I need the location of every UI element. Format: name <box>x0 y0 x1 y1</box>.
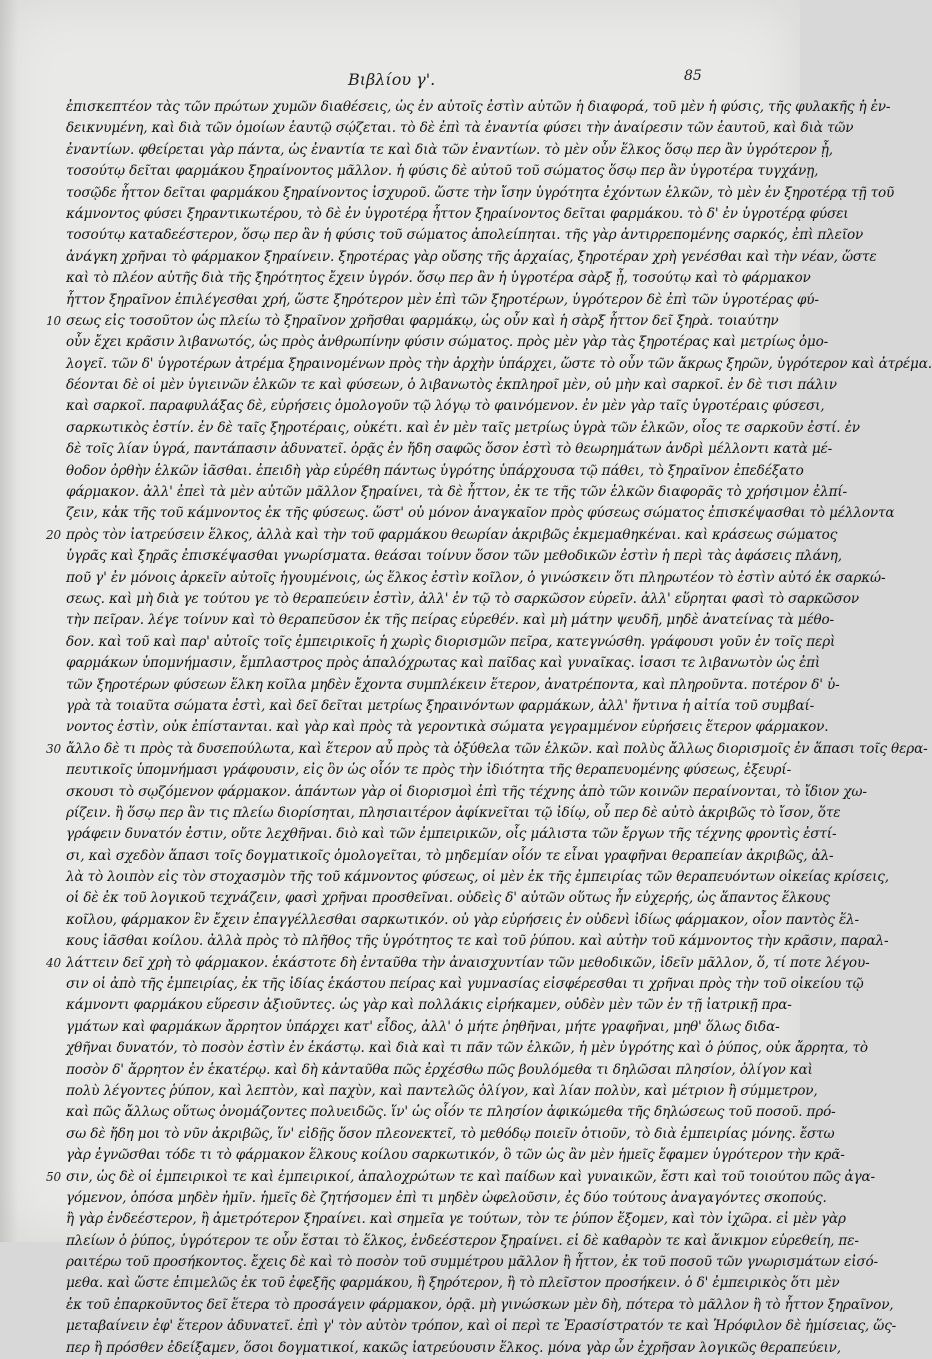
text-line: καὶ πῶς ἄλλως οὕτως ὀνομάζοντες πολυειδῶς. ἵν' ὡς οἷόν τε πλησίον ἀφικώμεθα τῆς δηλώσεως τοῦ ποσοῦ. πρό- <box>66 1104 836 1121</box>
text-line: ἐναντίων. φθείρεται γὰρ πάντα, ὡς ἐναντία τε καὶ διὰ τῶν ἐναντίων. τὸ μὲν οὖν ἕλκος ὅσῳ περ ἂν ὑγρότερον ᾖ, <box>66 141 833 158</box>
text-line: ἧττον ξηραῖνον ἐπιλέγεσθαι χρή, ὥστε ξηρότερον μὲν ἐπὶ τῶν ξηροτέρων, ὑγρότερον δὲ ἐπὶ τῶν ὑγροτέρας φύ- <box>66 291 819 308</box>
text-line: πρὸς τὸν ἰατρεύσειν ἕλκος, ἀλλὰ καὶ τὴν τοῦ φαρμάκου θεωρίαν ἀκριβῶς ἐκμεμαθηκέναι. καὶ κράσεως σώματος 20 <box>66 525 688 546</box>
text-line: κους ἰᾶσθαι κοίλου. ἀλλὰ πρὸς τὸ πλῆθος τῆς ὑγρότητος τε καὶ τοῦ ῥύπου. καὶ αὐτὴν τοῦ κάμνοντος τὴν κρᾶσιν, παραλ- <box>66 933 889 950</box>
text-line: σιν οἱ ἀπὸ τῆς ἐμπειρίας, ἐκ τῆς ἰδίας ἑκάστου πείρας καὶ γυμνασίας εἰσφέρεσθαι τι χρῆναι πρὸς τὴν τοῦ οἰκείου τῷ <box>66 976 864 993</box>
text-line: σκουσι τὸ σῳζόμενον φάρμακον. ἁπάντων γὰρ οἱ διορισμοὶ ἐπὶ τῆς τέχνης ἀπὸ τῶν κοινῶν περαίνονται, τὸ ἴδιον χω- <box>66 783 867 800</box>
text-line: καὶ τὸ πλέον αὐτῆς διὰ τῆς ξηρότητος ἔχειν ὑγρόν. ὅσῳ περ ἂν ἡ ὑγροτέρα σὰρξ ᾖ, τοσούτῳ καὶ τὸ φάρμακον <box>66 270 811 287</box>
text-line: πλείων ὁ ῥύπος, ὑγρότερον τε οὖν ἔσται τὸ ἕλκος, ἐνδεέστερον ξηραίνει. εἰ δὲ καθαρὸν τε καὶ ἄνικμον εὑρεθείη, πε- <box>66 1232 859 1249</box>
text-line: ἄλλο δὲ τι πρὸς τὰ δυσεπούλωτα, καὶ ἕτερον αὖ πρὸς τὰ ὀξύθελα τῶν ἑλκῶν. καὶ πολὺς ἄλλως διορισμοῖς ἐν ἅπασι τοῖς θερα- 30 <box>66 739 688 760</box>
text-line: ποῦ γ' ἐν μόνοις ἀρκεῖν αὐτοῖς ἡγουμένοις, ὡς ἕλκος ἐστὶν κοῖλον, ὁ γινώσκειν ὅτι πληρωτέον τὸ ἐστὶν αὐτό ἐκ σαρκώ- <box>66 569 886 586</box>
margin-line-number: 30 <box>46 741 61 756</box>
text-line: ἐκ τοῦ ἐπαρκοῦντος δεῖ ἕτερα τὸ προσάγειν φάρμακον, ὁρᾷ. μὴ γινώσκων μὲν δὴ, πότερα τὸ μᾶλλον ἢ τὸ ἧττον ξηραῖνον, <box>66 1296 894 1313</box>
text-line: τὴν πεῖραν. λέγε τοίνυν καὶ τὸ θεραπεῦσον ἐκ τῆς πείρας εὑρεθέν. καὶ μὴ μάτην ψευδῆ, μηδὲ ἀνατείνας τὰ μέθο- <box>66 612 835 629</box>
text-line: λογεῖ. τῶν δ' ὑγροτέρων ἀτρέμα ξηραινομένων πρὸς τὴν ἀρχὴν ὑπάρχει, ὥστε τὸ οὖν τῶν ἄκρως ξηρῶν, ὑγρότερον καὶ ἀτρέμα. <box>66 355 932 372</box>
text-line: ἢ γὰρ ἐνδεέστερον, ἢ ἀμετρότερον ξηραίνει. καὶ σημεῖα γε τούτων, τὸν τε ῥύπον ἕξομεν, καὶ τὸν ἰχῶρα. εἰ μὲν γὰρ <box>66 1211 846 1228</box>
text-line: ραιτέρω τοῦ προσήκοντος. ἔχεις δὲ καὶ τὸ ποσὸν τοῦ συμμέτρου μᾶλλον ἢ ἧττον, ἐκ τοῦ ποσοῦ τῶν γνωρισμάτων εἰσό- <box>66 1254 879 1271</box>
text-line: τοσούτῳ καταδεέστερον, ὅσῳ περ ἂν ἡ φύσις τοῦ σώματος ἀπολείπηται. τῆς γὰρ ἀντιρρεπομένης σαρκός, ἐπὶ πλεῖον <box>66 227 864 244</box>
margin-line-number: 10 <box>46 313 61 328</box>
text-line: θοδον ὀρθὴν ἑλκῶν ἰᾶσθαι. ἐπειδὴ γὰρ εὑρέθη πάντως ὑγρότης ὑπάρχουσα τῷ πάθει, τὸ ξηραῖνον ἐπεδέξατο <box>66 462 804 479</box>
text-line: γράφειν δυνατόν ἐστιν, οὔτε λεχθῆναι. διὸ καὶ τῶν ἐμπειρικῶν, οἷς μάλιστα τῶν ἔργων τῆς τέχνης φροντὶς ἐστί- <box>66 826 837 843</box>
text-line: σεως. καὶ μὴ διὰ γε τούτου γε τὸ θεραπεύειν ἐστὶν, ἀλλ' ἐν τῷ τὸ σαρκῶσον εὑρεῖν. ἀλλ' εὕρηται φασὶ τὸ σαρκῶσον <box>66 590 859 607</box>
text-line: πολὺ λέγοντες ῥύπον, καὶ λεπτὸν, καὶ παχὺν, καὶ παντελῶς ὀλίγον, καὶ λίαν πολὺν, καὶ μέτριον ἢ σύμμετρον, <box>66 1082 818 1099</box>
text-line: ρίζειν. ἢ ὅσῳ περ ἂν τις πλείω διορίσηται, πλησιαιτέρον ἀφίκνεῖται τῷ ἰδίῳ, οὗ περ δὲ αὐτὸ ἀκριβῶς τὸ ἴσον, ὅτε <box>66 804 841 821</box>
text-line: σαρκωτικὸς ἐστίν. ἐν δὲ ταῖς ξηροτέραις, οὐκέτι. καὶ ἐν μὲν ταῖς μετρίως ὑγρὰ τῶν ἑλκῶν, οἷος τε σαρκοῦν ἐστί. ἐν <box>66 419 860 436</box>
margin-line-number: 40 <box>46 955 61 970</box>
page-header <box>0 70 800 94</box>
page-edge-shadow <box>0 0 18 1242</box>
text-line: δέονται δὲ οἱ μὲν ὑγιεινῶν ἑλκῶν τε καὶ φύσεων, ὁ λιβανωτὸς ἐκπληροῖ μὲν, οὐ μὴν καὶ σαρκοῖ. ἐν δὲ τισι πάλιν <box>66 377 837 394</box>
text-line: ἐπισκεπτέον τὰς τῶν πρώτων χυμῶν διαθέσεις, ὡς ἐν αὐτοῖς ἐστὶν αὐτῶν ἡ διαφορά, τοῦ μὲν ἡ φύσις, τῆς φυλακῆς ἡ ἐν- <box>66 99 891 115</box>
text-line: σι, καὶ σχεδὸν ἅπασι τοῖς δογματικοῖς ὁμολογεῖται, τὸ μηδεμίαν οἷόν τε εἶναι γραφῆναι θεραπείαν ἀκριβῶς, ἀλ- <box>66 847 834 864</box>
text-line: χθῆναι δυνατόν, τὸ ποσὸν ἐστὶν ἐν ἑκάστῳ. καὶ διὰ καὶ τι πᾶν τῶν ἑλκῶν, ἡ μὲν ὑγρότης καὶ ὁ ῥύπος, οὐκ ἄρρητα, τὸ <box>66 1040 868 1057</box>
text-line: καὶ σαρκοῖ. παραφυλάξας δὲ, εὑρήσεις ὁμολογοῦν τῷ λόγῳ τὸ φαινόμενον. ἐν μὲν γὰρ ταῖς ὑγροτέραις φύσεσι, <box>66 398 825 415</box>
text-line: δεικνυμένη, καὶ διὰ τῶν ὁμοίων ἑαυτῷ σῴζεται. τὸ δὲ ἐπὶ τὰ ἐναντία φύσει τὴν ἀναίρεσιν τῶν ἑαυτοῦ, καὶ διὰ τῶν <box>66 120 854 137</box>
text-line: σω δὲ ἤδη μοι τὸ νῦν ἀκριβῶς, ἵν' εἰδῇς ὅσον πλεονεκτεῖ, τὸ μεθόδῳ ποιεῖν ὁτιοῦν, τὸ διὰ ἐμπειρίας μόνης. ἔστω <box>66 1125 835 1142</box>
main-text-block <box>46 97 932 1359</box>
text-line: φάρμακον. ἀλλ' ἐπεὶ τὰ μὲν αὐτῶν μᾶλλον ξηραίνει, τὰ δὲ ἧττον, ἐκ τε τῆς τῶν ἑλκῶν διαφορᾶς τὸ χρήσιμον ἐλπί- <box>66 484 847 501</box>
text-line: οὖν ἔχει κρᾶσιν λιβανωτός, ὡς πρὸς ἀνθρωπίνην φύσιν σώματος. πρὸς μὲν γὰρ τὰς ξηροτέρας καὶ μετρίως ὁμο- <box>66 334 829 351</box>
text-line: ἀνάγκη χρῆναι τὸ φάρμακον ξηραίνειν. ξηροτέρας γὰρ οὔσης τῆς ἀρχαίας, ξηροτέραν χρὴ γενέσθαι καὶ τὴν νέαν, ὥστε <box>66 248 877 265</box>
text-line: δὲ τοῖς λίαν ὑγρά, παντάπασιν ἀδυνατεῖ. ὁρᾷς ἐν ἤδη σαφῶς ὅσον ἐστὶ τὸ θεωρημάτων ἀνδρὶ μέλλοντι κατὰ μέ- <box>66 441 833 458</box>
running-title: Βιβλίου γ'. <box>348 70 436 89</box>
text-line: τοσῷδε ἧττον δεῖται φαρμάκου ξηραίνοντος ἰσχυροῦ. ὥστε τὴν ἴσην ὑγρότητα ἐχόντων ἑλκῶν, τὸ μὲν ἐν ξηροτέρᾳ τῇ τοῦ <box>66 184 895 201</box>
text-line: τῶν ξηροτέρων φύσεων ἕλκη κοῖλα μηδὲν ἔχοντα συμπλέκειν ἕτερον, ἀνατρέποντα, καὶ πληροῦντα. ποτέρον δ' ὑ- <box>66 676 840 693</box>
text-line: σιν, ὡς δὲ οἱ ἐμπειρικοὶ τε καὶ ἐμπειρικοί, ἀπαλοχρώτων τε καὶ παίδων καὶ γυναικῶν, ἔστι καὶ τοῦ τοιούτου πῶς ἀγα- 50 <box>66 1167 688 1188</box>
text-line: γρὰ τὰ τοιαῦτα σώματα ἐστὶ, καὶ δεῖ δεῖται μετρίως ξηραινόντων φαρμάκων, ἀλλ' ἥντινα ἡ αἰτία τοῦ συμβαί- <box>66 697 815 714</box>
text-line: κοῖλου, φάρμακον ἓν ἔχειν ἐπαγγέλλεσθαι σαρκωτικόν. οὐ γὰρ εὑρήσεις ἐν οὐδενὶ ἰδίως φάρμακον, οἷον παντὸς ἕλ- <box>66 911 859 928</box>
text-line: ποσὸν δ' ἄρρητον ἐν ἑκατέρῳ. καὶ δὴ κἀνταῦθα πῶς ἐρχέσθω πῶς βουλόμεθα τι δηλῶσαι πλησίον, ὀλίγον καὶ <box>66 1061 813 1078</box>
text-line: πευτικοῖς ὑπομνήμασι γράφουσιν, εἰς ὃν ὡς οἷόν τε πρὸς τὴν ἰδιότητα τῆς θεραπευομένης φύσεως, ἐξευρί- <box>66 762 792 779</box>
text-line: δον. καὶ τοῦ καὶ παρ' αὐτοῖς τοῖς ἐμπειρικοῖς ἡ χωρὶς διορισμῶν πεῖρα, κατεγνώσθη. γράφουσι γοῦν ἐν τοῖς περὶ <box>66 633 836 650</box>
text-line: νοντος ἐστὶν, οὐκ ἐπίστανται. καὶ γὰρ καὶ πρὸς τὰ γεροντικὰ σώματα γεγραμμένον εὑρήσεις ἕτερον φάρμακον. <box>66 719 829 736</box>
text-line: γὰρ ἐγνῶσθαι τόδε τι τὸ φάρμακον ἕλκους κοίλου σαρκωτικόν, ὃ τῶν ὡς ἂν μὲν ἡμεῖς ἔφαμεν ὑγρότερον τὴν κρᾶ- <box>66 1147 845 1164</box>
text-line: ὑγρᾶς καὶ ξηρᾶς ἐπισκέψασθαι γνωρίσματα. θεάσαι τοίνυν ὅσον τῶν μεθοδικῶν ἐστὶν ἡ περὶ τὰς ἀφάσεις πλάνη, <box>66 548 842 565</box>
text-line: περ ἢ πρόσθεν ἐδείξαμεν, ὅσοι δογματικοί, κακῶς ἰατρεύουσιν ἕλκος. μόνα γὰρ ὧν ἐχρῆσαν λογικῶς θεραπεύειν, <box>66 1339 841 1356</box>
text-line: λὰ τὸ λοιπὸν εἰς τὸν στοχασμὸν τῆς τοῦ κάμνοντος φύσεως, οἱ μὲν ἐκ τῆς ἐμπειρίας τῶν θεραπευόντων οἰκείας κρίσεις, <box>66 869 889 886</box>
text-line: κάμνοντι φαρμάκου εὕρεσιν ἀξιοῦντες. ὡς γὰρ καὶ πολλάκις εἰρήκαμεν, οὐδὲν μὲν τῶν ἐν τῇ ἰατρικῇ πρα- <box>66 997 792 1014</box>
text-line: γόμενον, ὁπόσα μηδὲν ἠμῖν. ἡμεῖς δὲ ζητήσομεν ἐπὶ τι μηδὲν ὠφελοῦσιν, ἐς δύο τούτους ἀναγαγόντες σκοπούς. <box>66 1189 827 1206</box>
text-line: σεως εἰς τοσοῦτον ὡς πλείω τὸ ξηραῖνον χρῆσθαι φαρμάκῳ, ὡς οὖν καὶ ἡ σὰρξ ἧττον δεῖ ξηρὰ. τοιαύτην 10 <box>66 311 688 332</box>
text-line: μεταβαίνειν ἐφ' ἕτερον ἀδυνατεῖ. ἐπὶ γ' τὸν αὐτὸν τρόπον, καὶ οἱ περὶ τε Ἐρασίστρατόν τε καὶ Ἡρόφιλον δὲ ἡμίσειας, ὥς- <box>66 1318 897 1335</box>
text-line: φαρμάκων ὑπομνήμασιν, ἔμπλαστρος πρὸς ἀπαλόχρωτας καὶ παῖδας καὶ γυναῖκας. ἰσασι τε λιβανωτὸν ὡς ἐπὶ <box>66 655 821 672</box>
margin-line-number: 20 <box>46 527 61 542</box>
text-line: τοσούτῳ δεῖται φαρμάκου ξηραίνοντος μᾶλλον. ἡ φύσις δὲ αὐτοῦ τοῦ σώματος ὅσῳ περ ἂν ὑγροτέρα τυγχάνῃ, <box>66 163 819 180</box>
page-number: 85 <box>684 68 702 84</box>
text-line: οἱ δὲ ἐκ τοῦ λογικοῦ τεχνάζειν, φασὶ χρῆναι προσθεῖναι. οὐδεὶς δ' αὐτῶν οὕτως ἦν εὐχερής, ὡς ἅπαντος ἕλκους <box>66 890 830 907</box>
text-line: γμάτων καὶ φαρμάκων ἄρρητον ὑπάρχει κατ' εἶδος, ἀλλ' ὁ μήτε ῥηθῆναι, μήτε γραφῆναι, μηθ' ὅλως διδα- <box>66 1018 780 1035</box>
margin-line-number: 50 <box>46 1169 61 1184</box>
text-line: λάττειν δεῖ χρὴ τὸ φάρμακον. ἑκάστοτε δὴ ἐνταῦθα τὴν ἀναισχυντίαν τῶν μεθοδικῶν, ἰδεῖν μᾶλλον, ὅ, τί ποτε λέγου- 40 <box>66 953 688 974</box>
text-line: κάμνοντος φύσει ξηραντικωτέρου, τὸ δὲ ἐν ὑγροτέρᾳ ἧττον ξηραίνοντος δεῖται φαρμάκου. τὸ δ' ἐν ὑγροτέρᾳ φύσει <box>66 205 849 222</box>
text-line: ζειν, κἀκ τῆς τοῦ κάμνοντος ἐκ τῆς φύσεως. ὥστ' οὐ μόνον ἀναγκαῖον πρὸς φύσεως σώματος ἐπισκέψασθαι τὸ μέλλοντα <box>66 505 895 522</box>
text-line: μεθα. καὶ ὥστε ἐπιμελῶς ἐκ τοῦ ἐφεξῆς φαρμάκου, ἢ ξηρότερον, ἢ τὸ πλεῖστον προσήκειν. ὁ δ' ἐμπειρικὸς ὅτι μὲν <box>66 1275 840 1292</box>
